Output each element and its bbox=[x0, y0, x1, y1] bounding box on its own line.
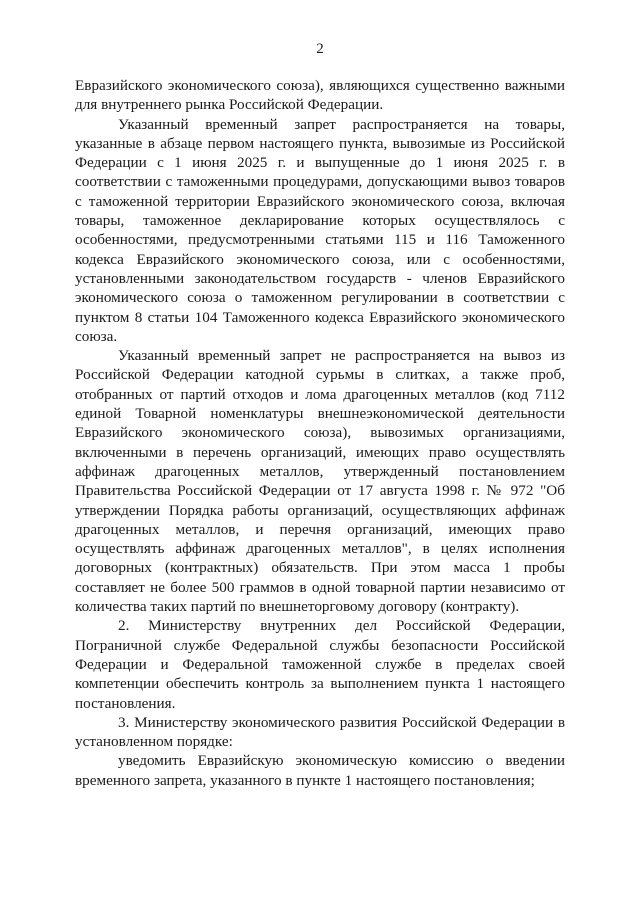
paragraph-ban-scope: Указанный временный запрет распространяется на товары, указанные в абзаце первом настоящего пункта, вывозимые из Российской Федерации с 1 июня 2025 г. и выпущенные до 1 июня 2025 г. в соответствии с таможенными процедурами, допускающими вывоз товаров с таможенной территории Евразийского экономического союза, включая товары, таможенное декларирование которых осуществлялось с особенностями, предусмотренными статьями 115 и 116 Таможенного кодекса Евразийского экономического союза, или с особенностями, установленными законодательством государств - членов Евразийского экономического союза о таможенном регулировании в соответствии с пунктом 8 статьи 104 Таможенного кодекса Евразийского экономического союза. bbox=[75, 115, 565, 345]
page-number: 2 bbox=[316, 41, 324, 57]
paragraph-item-3: 3. Министерству экономического развития Российской Федерации в установленном порядке: bbox=[75, 713, 565, 751]
paragraph-ban-exceptions: Указанный временный запрет не распространяется на вывоз из Российской Федерации катодной сурьмы в слитках, а также проб, отобранных от партий отходов и лома драгоценных металлов (код 7112 единой Товарной номенклатуры внешнеэкономической деятельности Евразийского экономического союза), вывозимых организациями, включенными в перечень организаций, имеющих право осуществлять аффинаж драгоценных металлов, утвержденный постановлением Правительства Российской Федерации от 17 августа 1998 г. № 972 "Об утверждении Порядка работы организаций, осуществляющих аффинаж драгоценных металлов, и перечня организаций, имеющих право осуществлять аффинаж драгоценных металлов", в целях исполнения договорных (контрактных) обязательств. При этом масса 1 пробы составляет не более 500 граммов в одной товарной партии независимо от количества таких партий по внешнеторговому договору (контракту). bbox=[75, 347, 565, 616]
paragraph-item-3-notify: уведомить Евразийскую экономическую комиссию о введении временного запрета, указанного в пункте 1 настоящего постановления; bbox=[75, 752, 565, 789]
document-body bbox=[75, 76, 565, 790]
paragraph-item-2: 2. Министерству внутренних дел Российской Федерации, Пограничной службе Федеральной службы безопасности Российской Федерации и Федеральной таможенной службе в пределах своей компетенции обеспечить контроль за выполнением пункта 1 настоящего постановления. bbox=[75, 617, 565, 712]
paragraph-continuation: Евразийского экономического союза), являющихся существенно важными для внутреннего рынка Российской Федерации. bbox=[75, 77, 565, 114]
